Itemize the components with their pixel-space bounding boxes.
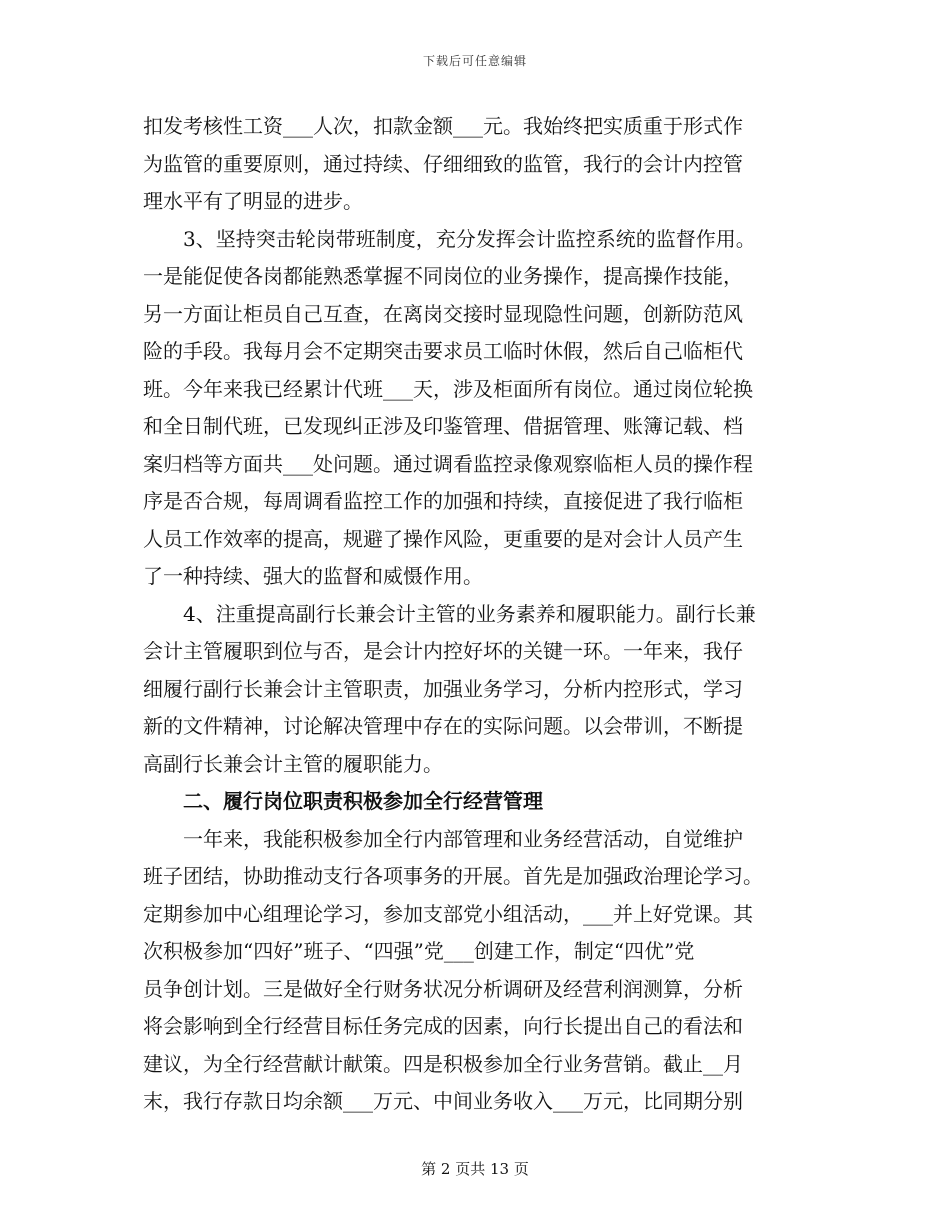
- text-line: 案归档等方面共___处问题。通过调看监控录像观察临柜人员的操作程: [143, 451, 753, 476]
- text-line: 将会影响到全行经营目标任务完成的因素，向行长提出自己的看法和: [143, 1014, 743, 1038]
- text-line: 次积极参加“四好”班子、“四强”党___创建工作，制定“四优”党: [143, 939, 695, 963]
- page-footer: 第 2 页共 13 页: [421, 1160, 529, 1178]
- text-line: 了一种持续、强大的监督和威慑作用。: [143, 564, 483, 588]
- text-line: 4、注重提高副行长兼会计主管的业务素养和履职能力。副行长兼: [183, 601, 756, 626]
- text-line: 3、坚持突击轮岗带班制度，充分发挥会计监控系统的监督作用。: [183, 226, 756, 251]
- text-line: 理水平有了明显的进步。: [143, 189, 363, 213]
- section-heading: 二、履行岗位职责积极参加全行经营管理: [183, 789, 543, 813]
- text-line: 班。今年来我已经累计代班___天，涉及柜面所有岗位。通过岗位轮换: [143, 376, 753, 401]
- text-line: 险的手段。我每月会不定期突击要求员工临时休假，然后自己临柜代: [143, 339, 743, 363]
- text-line: 末，我行存款日均余额___万元、中间业务收入___万元，比同期分别: [143, 1089, 743, 1113]
- text-line: 定期参加中心组理论学习，参加支部党小组活动，___并上好党课。其: [143, 901, 753, 926]
- text-line: 细履行副行长兼会计主管职责，加强业务学习，分析内控形式，学习: [143, 676, 743, 701]
- text-line: 班子团结，协助推动支行各项事务的开展。首先是加强政治理论学习。: [143, 864, 763, 888]
- page-header: 下载后可任意编辑: [422, 54, 527, 68]
- document-body: [143, 108, 808, 1121]
- text-line: 会计主管履职到位与否，是会计内控好坏的关键一环。一年来，我仔: [143, 639, 743, 663]
- text-line: 员争创计划。三是做好全行财务状况分析调研及经营利润测算，分析: [143, 976, 743, 1001]
- text-line: 高副行长兼会计主管的履职能力。: [143, 751, 443, 776]
- text-line: 序是否合规，每周调看监控工作的加强和持续，直接促进了我行临柜: [143, 489, 743, 513]
- text-line: 人员工作效率的提高，规避了操作风险，更重要的是对会计人员产生: [143, 526, 743, 551]
- text-line: 扣发考核性工资___人次，扣款金额___元。我始终把实质重于形式作: [143, 114, 743, 138]
- text-line: 建议，为全行经营献计献策。四是积极参加全行业务营销。截止__月: [143, 1051, 743, 1076]
- text-line: 新的文件精神，讨论解决管理中存在的实际问题。以会带训，不断提: [143, 714, 743, 738]
- text-line: 一年来，我能积极参加全行内部管理和业务经营活动，自觉维护: [183, 826, 743, 851]
- text-line: 和全日制代班，已发现纠正涉及印鉴管理、借据管理、账簿记载、档: [143, 414, 743, 438]
- text-line: 一是能促使各岗都能熟悉掌握不同岗位的业务操作，提高操作技能，: [143, 264, 743, 288]
- text-line: 另一方面让柜员自己互查，在离岗交接时显现隐性问题，创新防范风: [143, 301, 743, 326]
- text-line: 为监管的重要原则，通过持续、仔细细致的监管，我行的会计内控管: [143, 151, 743, 176]
